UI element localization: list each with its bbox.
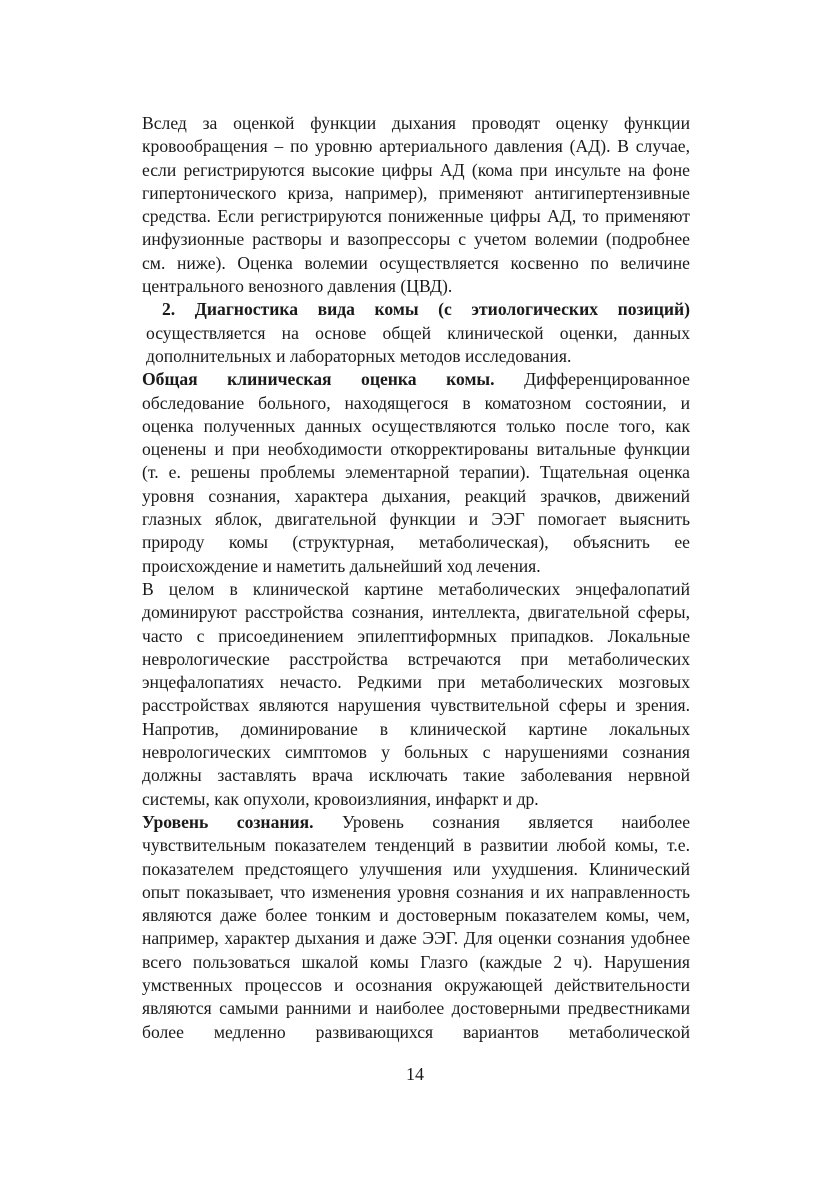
- text-line: глазных яблок, двигательной функции и ЭЭГ помогает выяснить: [142, 509, 690, 530]
- text-line: кровообращения – по уровню артериального давления (АД). В случае,: [142, 136, 690, 157]
- text-line: более медленно развивающихся вариантов метаболической: [142, 1021, 690, 1042]
- paragraph-clinical-assessment: [142, 368, 690, 578]
- paragraph-circulation: [142, 112, 690, 298]
- paragraph-diagnostics: [142, 298, 690, 368]
- text-line: часто с присоединением эпилептиформных припадков. Локальные: [142, 625, 690, 646]
- text-line: расстройствах являются нарушения чувствительной сферы и зрения.: [142, 695, 690, 716]
- text-line: центрального венозного давления (ЦВД).: [142, 276, 453, 297]
- text-line: обследование больного, находящегося в коматозном состоянии, и: [142, 392, 690, 413]
- text-run: Дифференцированное: [494, 369, 690, 390]
- text-line: должны заставлять врача исключать такие заболевания нервной: [142, 765, 690, 786]
- text-line: средства. Если регистрируются пониженные цифры АД, то применяют: [142, 206, 690, 227]
- text-line: являются самыми ранними и наиболее достоверными предвестниками: [142, 998, 690, 1019]
- text-line: [142, 811, 690, 834]
- text-line: всего пользоваться шкалой комы Глазго (каждые 2 ч). Нарушения: [142, 951, 690, 972]
- text-line: происхождение и наметить дальнейший ход лечения.: [142, 555, 541, 576]
- text-line: оценены и при необходимости откорректированы витальные функции: [142, 439, 690, 460]
- text-line: доминируют расстройства сознания, интеллекта, двигательной сферы,: [142, 602, 690, 623]
- text-line: (т. е. решены проблемы элементарной терапии). Тщательная оценка: [142, 462, 690, 483]
- text-line: см. ниже). Оценка волемии осуществляется косвенно по величине: [142, 252, 690, 273]
- text-line: если регистрируются высокие цифры АД (кома при инсульте на фоне: [142, 159, 690, 180]
- text-line: умственных процессов и осознания окружающей действительности: [142, 974, 690, 995]
- text-line: В целом в клинической картине метаболических энцефалопатий: [142, 578, 690, 599]
- paragraph-metabolic: [142, 578, 690, 811]
- inline-heading: Общая клиническая оценка комы.: [142, 369, 495, 390]
- text-line: [142, 368, 690, 391]
- text-line: энцефалопатиях нечасто. Редкими при метаболических мозговых: [142, 672, 690, 693]
- text-line: уровня сознания, характера дыхания, реакций зрачков, движений: [142, 485, 690, 506]
- text-line: дополнительных и лабораторных методов исследования.: [146, 345, 572, 366]
- text-line: неврологические расстройства встречаются при метаболических: [142, 648, 690, 669]
- paragraph-consciousness: [142, 811, 690, 1044]
- text-line: осуществляется на основе общей клинической оценки, данных: [146, 322, 690, 343]
- text-run: Уровень сознания является наиболее: [313, 811, 690, 832]
- section-heading: 2. Диагностика вида комы (с этиологических позиций): [162, 299, 690, 320]
- text-line: Вслед за оценкой функции дыхания проводят оценку функции: [142, 113, 690, 133]
- text-line: чувствительным показателем тенденций в развитии любой комы, т.е.: [142, 835, 690, 856]
- text-line: Напротив, доминирование в клинической картине локальных: [142, 718, 690, 739]
- text-line: являются даже более тонким и достоверным показателем комы, чем,: [142, 905, 690, 926]
- text-line: оценка полученных данных осуществляются только после того, как: [142, 415, 690, 436]
- text-line: природу комы (структурная, метаболическая), объяснить ее: [142, 532, 690, 553]
- page-body: [142, 112, 690, 1044]
- text-line: например, характер дыхания и даже ЭЭГ. Для оценки сознания удобнее: [142, 928, 690, 949]
- page-number: 14: [406, 1064, 424, 1084]
- text-line: неврологических симптомов у больных с нарушениями сознания: [142, 742, 690, 763]
- text-line: показателем предстоящего улучшения или ухудшения. Клинический: [142, 858, 690, 879]
- text-line: инфузионные растворы и вазопрессоры с учетом волемии (подробнее: [142, 229, 690, 250]
- inline-heading: Уровень сознания.: [142, 811, 314, 832]
- text-line: системы, как опухоли, кровоизлияния, инфаркт и др.: [142, 788, 539, 809]
- text-line: гипертонического криза, например), применяют антигипертензивные: [142, 182, 690, 203]
- text-line: опыт показывает, что изменения уровня сознания и их направленность: [142, 881, 690, 902]
